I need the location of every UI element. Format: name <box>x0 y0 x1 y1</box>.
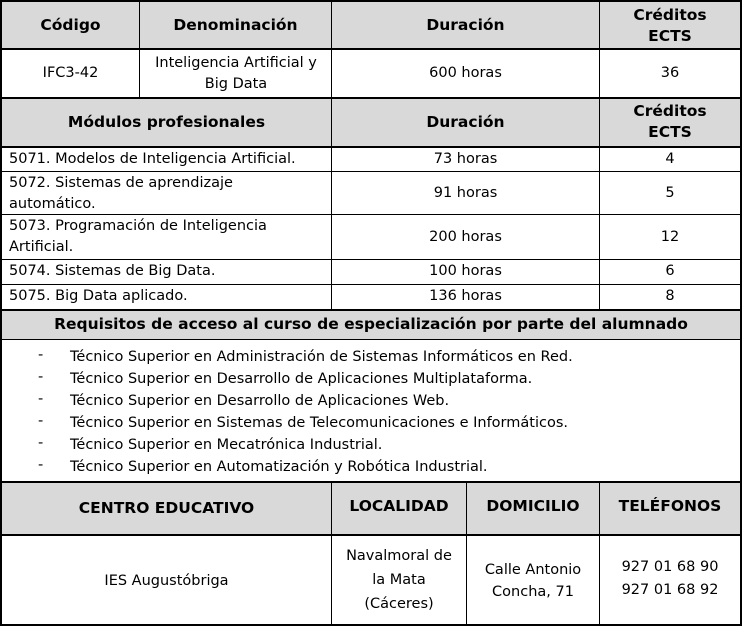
centre-localidad-line: la Mata <box>372 572 426 588</box>
centre-telefono: 927 01 68 90 <box>621 559 719 575</box>
requirement-text: Técnico Superior en Automatización y Robótica Industrial. <box>70 459 488 475</box>
list-item <box>38 347 728 369</box>
module-name: 5075. Big Data aplicado. <box>9 288 188 304</box>
module-name: 5071. Modelos de Inteligencia Artificial. <box>9 151 296 167</box>
list-item <box>38 413 728 435</box>
list-item <box>38 391 728 413</box>
requirement-text: Técnico Superior en Administración de Sistemas Informáticos en Red. <box>70 349 573 365</box>
centre-telefono: 927 01 68 92 <box>621 582 719 598</box>
header-domicilio: DOMICILIO <box>486 497 580 515</box>
requirement-text: Técnico Superior en Sistemas de Telecomunicaciones e Informáticos. <box>70 415 568 431</box>
module-creditos: 12 <box>660 229 680 245</box>
list-item <box>38 457 728 479</box>
header-centro: CENTRO EDUCATIVO <box>78 499 255 517</box>
header-modulos: Módulos profesionales <box>67 113 266 131</box>
requirements-list <box>38 347 728 479</box>
requirements-title: Requisitos de acceso al curso de especialización por parte del alumnado <box>54 315 688 333</box>
centre-localidad-line: Navalmoral de <box>346 548 452 564</box>
requirement-text: Técnico Superior en Desarrollo de Aplicaciones Web. <box>70 393 450 409</box>
course-duracion: 600 horas <box>429 65 502 81</box>
header-modulos-creditos: Créditos ECTS <box>633 102 707 141</box>
header-telefonos: TELÉFONOS <box>618 497 722 515</box>
header-duracion: Duración <box>426 16 505 34</box>
dash-bullet: - <box>38 347 44 363</box>
module-creditos: 5 <box>665 185 675 201</box>
centre-name: IES Augustóbriga <box>104 573 229 589</box>
requirement-text: Técnico Superior en Desarrollo de Aplicaciones Multiplataforma. <box>70 371 533 387</box>
centre-domicilio-line: Calle Antonio <box>484 562 582 578</box>
module-name: 5074. Sistemas de Big Data. <box>9 263 216 279</box>
dash-bullet: - <box>38 435 44 451</box>
module-name: 5072. Sistemas de aprendizaje automático. <box>9 175 233 212</box>
module-creditos: 4 <box>665 151 675 167</box>
module-duracion: 73 horas <box>433 151 498 167</box>
course-denominacion: Inteligencia Artificial y Big Data <box>155 55 317 92</box>
centre-domicilio-line: Concha, 71 <box>492 584 574 600</box>
module-name: 5073. Programación de Inteligencia Artificial. <box>9 218 267 255</box>
dash-bullet: - <box>38 413 44 429</box>
module-duracion: 91 horas <box>433 185 498 201</box>
dash-bullet: - <box>38 369 44 385</box>
centre-localidad-line: (Cáceres) <box>364 596 434 612</box>
header-denominacion: Denominación <box>173 16 298 34</box>
module-creditos: 6 <box>665 263 675 279</box>
header-modulos-duracion: Duración <box>426 113 505 131</box>
dash-bullet: - <box>38 391 44 407</box>
list-item <box>38 435 728 457</box>
header-localidad: LOCALIDAD <box>349 497 449 515</box>
header-creditos: Créditos ECTS <box>633 6 707 45</box>
requirement-text: Técnico Superior en Mecatrónica Industrial. <box>70 437 383 453</box>
module-creditos: 8 <box>665 288 675 304</box>
course-creditos: 36 <box>660 65 680 81</box>
header-codigo: Código <box>40 16 101 34</box>
module-duracion: 136 horas <box>429 288 502 304</box>
list-item <box>38 369 728 391</box>
module-duracion: 200 horas <box>429 229 502 245</box>
module-duracion: 100 horas <box>429 263 502 279</box>
dash-bullet: - <box>38 457 44 473</box>
course-codigo: IFC3-42 <box>42 65 99 81</box>
